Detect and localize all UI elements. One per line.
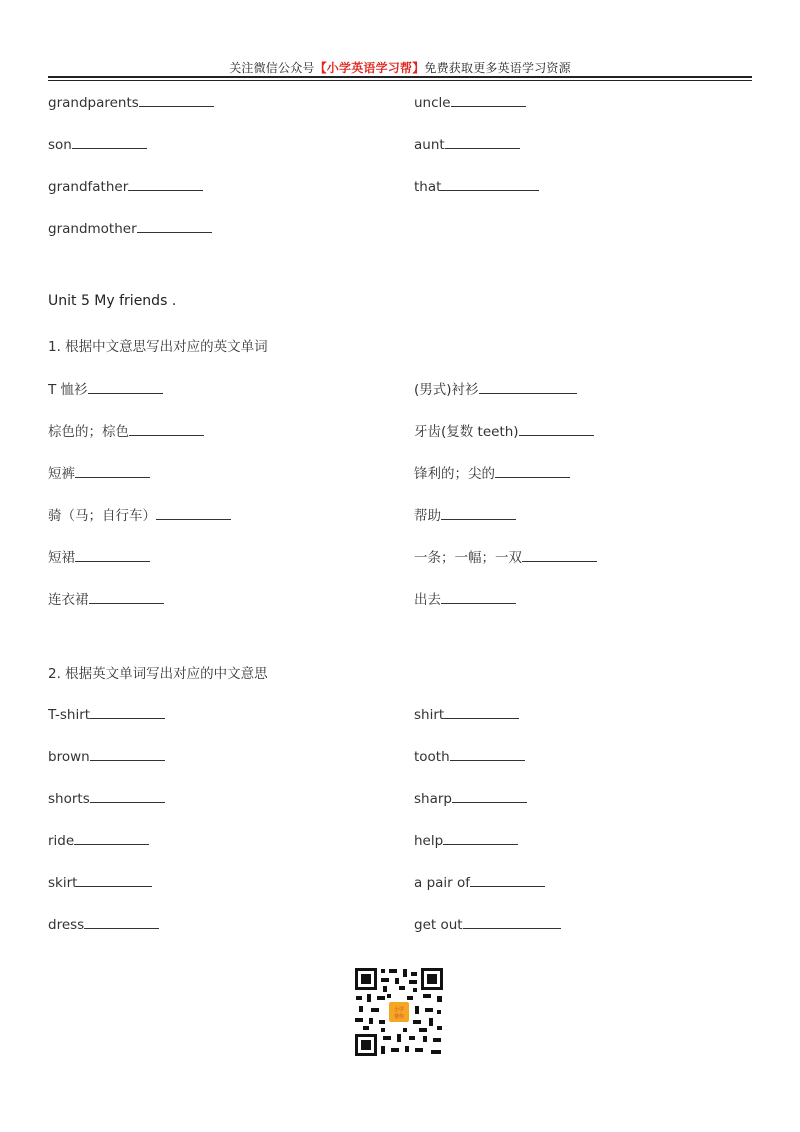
- answer-blank[interactable]: [452, 788, 527, 803]
- header-suffix: 免费获取更多英语学习资源: [424, 61, 571, 75]
- word-item: uncle: [414, 92, 526, 111]
- header-prefix: 关注微信公众号: [229, 61, 315, 75]
- answer-blank[interactable]: [443, 830, 518, 845]
- answer-blank[interactable]: [495, 463, 570, 478]
- word-item: brown: [48, 746, 165, 765]
- answer-blank[interactable]: [90, 746, 165, 761]
- word-item: tooth: [414, 746, 525, 765]
- word-item: 出去: [414, 588, 516, 608]
- answer-blank[interactable]: [128, 176, 203, 191]
- answer-blank[interactable]: [129, 421, 204, 436]
- svg-text:小学: 小学: [393, 1007, 405, 1013]
- answer-blank[interactable]: [444, 704, 519, 719]
- answer-blank[interactable]: [84, 914, 159, 929]
- answer-blank[interactable]: [450, 746, 525, 761]
- answer-blank[interactable]: [74, 830, 149, 845]
- word-item: 锋利的；尖的: [414, 462, 570, 482]
- word-item: ride: [48, 830, 149, 849]
- word-item: grandfather: [48, 176, 203, 195]
- word-item: aunt: [414, 134, 520, 153]
- answer-blank[interactable]: [441, 505, 516, 520]
- word-item: son: [48, 134, 147, 153]
- answer-blank[interactable]: [479, 379, 577, 394]
- qr-code[interactable]: [353, 966, 445, 1058]
- word-item: grandparents: [48, 92, 214, 111]
- word-item: 短裙: [48, 546, 150, 566]
- answer-blank[interactable]: [156, 505, 231, 520]
- answer-blank[interactable]: [519, 421, 594, 436]
- word-item: that: [414, 176, 539, 195]
- answer-blank[interactable]: [522, 547, 597, 562]
- answer-blank[interactable]: [90, 788, 165, 803]
- word-item: 连衣裙: [48, 588, 164, 608]
- answer-blank[interactable]: [75, 547, 150, 562]
- word-item: sharp: [414, 788, 527, 807]
- word-item: 帮助: [414, 504, 516, 524]
- unit-title: Unit 5 My friends .: [48, 293, 177, 309]
- answer-blank[interactable]: [90, 704, 165, 719]
- word-item: 一条；一幅；一双: [414, 546, 597, 566]
- answer-blank[interactable]: [463, 914, 561, 929]
- word-item: shirt: [414, 704, 519, 723]
- header-highlight: 【小学英语学习帮】: [314, 61, 425, 75]
- answer-blank[interactable]: [441, 176, 539, 191]
- word-item: 短裤: [48, 462, 150, 482]
- answer-blank[interactable]: [75, 463, 150, 478]
- word-item: T-shirt: [48, 704, 165, 723]
- word-item: skirt: [48, 872, 152, 891]
- word-item: dress: [48, 914, 159, 933]
- word-item: 棕色的；棕色: [48, 420, 204, 440]
- word-item: shorts: [48, 788, 165, 807]
- answer-blank[interactable]: [88, 379, 163, 394]
- word-item: (男式)衬衫: [414, 378, 577, 398]
- answer-blank[interactable]: [89, 589, 164, 604]
- part2-title: 2. 根据英文单词写出对应的中文意思: [48, 666, 268, 682]
- word-item: 骑（马；自行车）: [48, 504, 231, 524]
- word-item: a pair of: [414, 872, 545, 891]
- answer-blank[interactable]: [139, 92, 214, 107]
- answer-blank[interactable]: [451, 92, 526, 107]
- svg-text:帮你: 帮你: [393, 1014, 405, 1020]
- header-rule-thick: [48, 76, 752, 78]
- answer-blank[interactable]: [72, 134, 147, 149]
- word-item: 牙齿(复数 teeth): [414, 420, 594, 440]
- word-item: get out: [414, 914, 561, 933]
- page-header: [0, 59, 800, 76]
- answer-blank[interactable]: [470, 872, 545, 887]
- part1-title: 1. 根据中文意思写出对应的英文单词: [48, 339, 268, 355]
- answer-blank[interactable]: [445, 134, 520, 149]
- header-rule-thin: [48, 80, 752, 81]
- word-item: help: [414, 830, 518, 849]
- answer-blank[interactable]: [441, 589, 516, 604]
- answer-blank[interactable]: [77, 872, 152, 887]
- word-item: T 恤衫: [48, 378, 163, 398]
- answer-blank[interactable]: [137, 218, 212, 233]
- word-item: grandmother: [48, 218, 212, 237]
